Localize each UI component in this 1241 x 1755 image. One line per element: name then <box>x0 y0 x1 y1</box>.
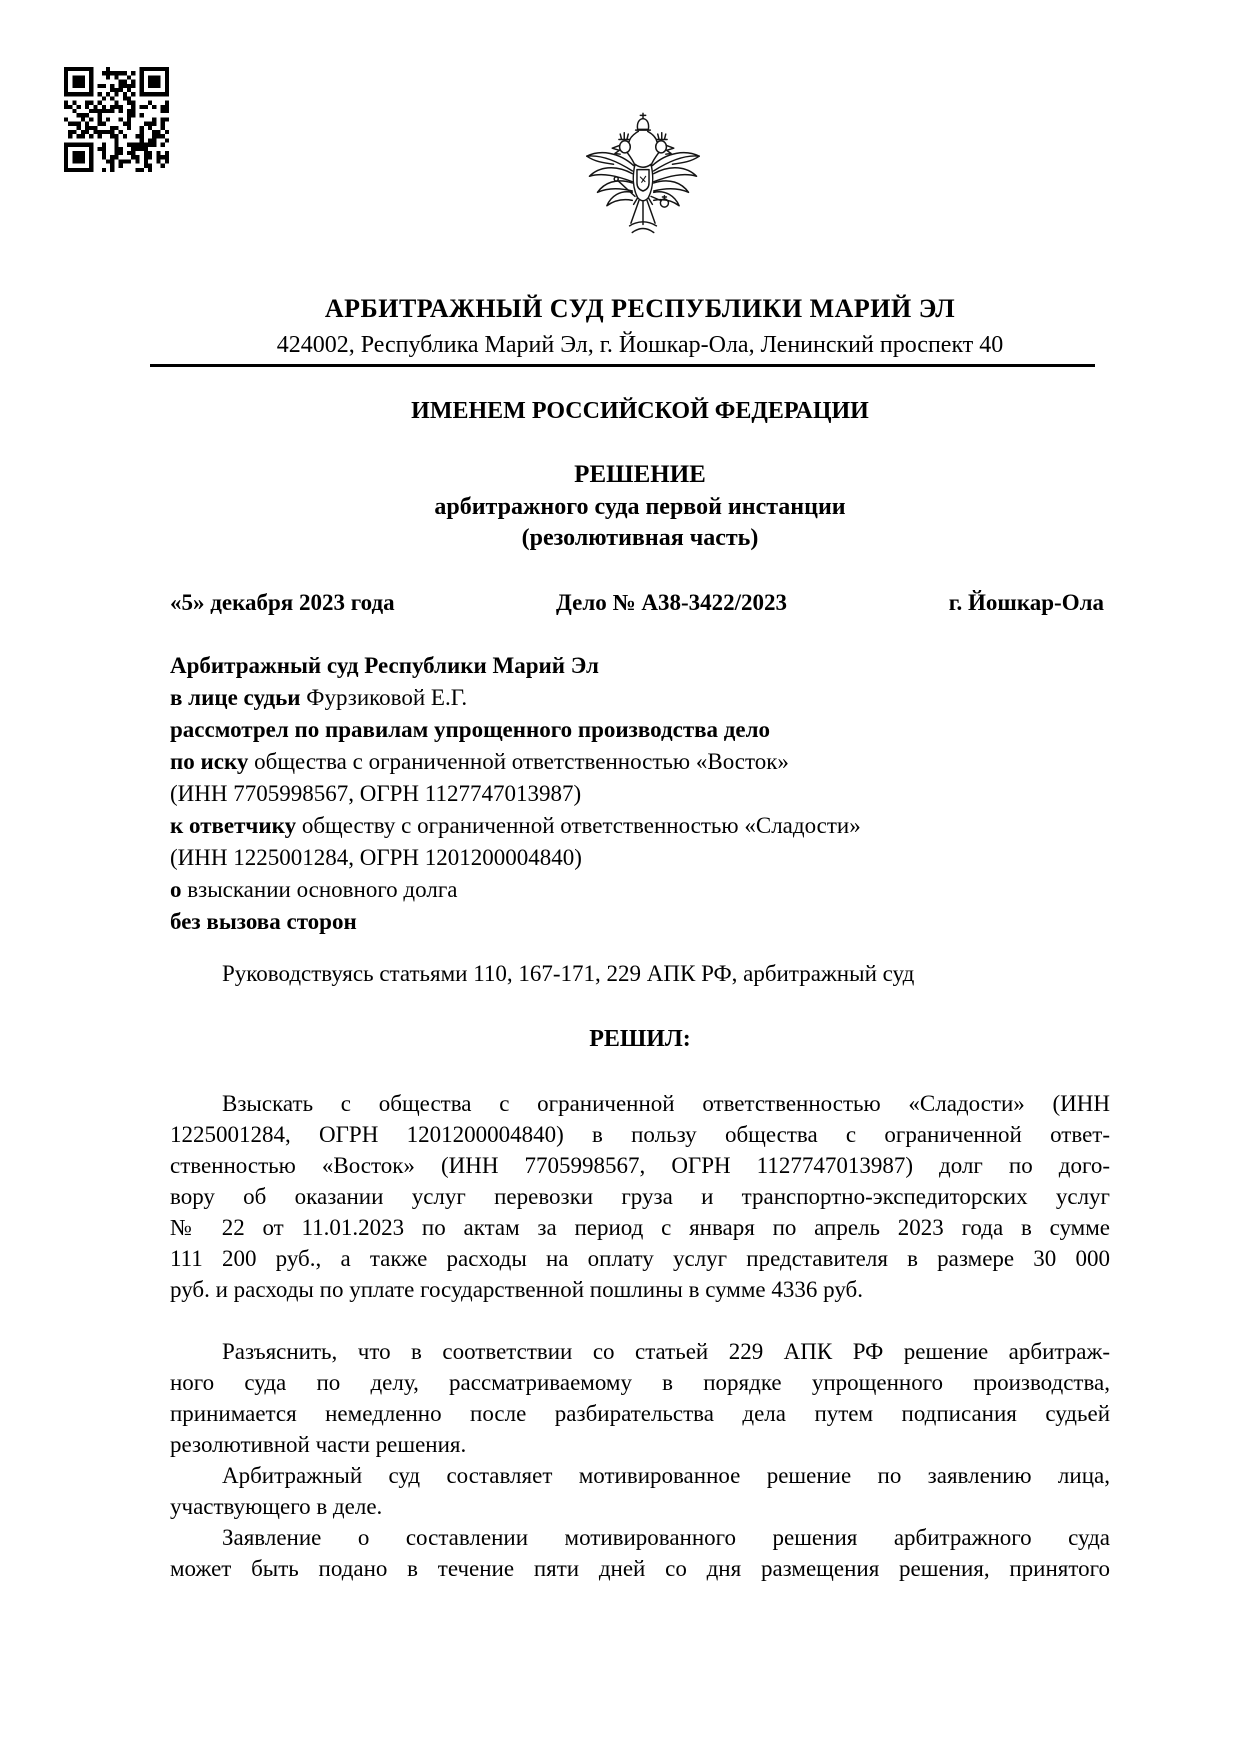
body-line: 1225001284, ОГРН 1201200004840) в пользу общества с ограниченной ответ- <box>170 1122 1110 1147</box>
intro-line: по иску общества с ограниченной ответственностью «Восток» <box>170 749 789 774</box>
court-address: 424002, Республика Марий Эл, г. Йошкар-Ола, Ленинский проспект 40 <box>276 332 1004 358</box>
body-line: руб. и расходы по уплате государственной пошлины в сумме 4336 руб. <box>170 1277 863 1302</box>
heading-in-the-name: ИМЕНЕМ РОССИЙСКОЙ ФЕДЕРАЦИИ <box>411 398 869 424</box>
guided-by-text: Руководствуясь статьями 110, 167-171, 229 АПК РФ, арбитражный суд <box>222 961 915 986</box>
intro-line: (ИНН 1225001284, ОГРН 1201200004840) <box>170 845 582 870</box>
intro-line: (ИНН 7705998567, ОГРН 1127747013987) <box>170 781 582 806</box>
decision-subtitle: арбитражного суда первой инстанции <box>434 494 846 520</box>
decision-note: (резолютивная часть) <box>521 525 759 551</box>
case-city: г. Йошкар-Ола <box>948 590 1104 615</box>
body-line: вору об оказании услуг перевозки груза и транспортно-экспедиторских услуг <box>170 1184 1110 1209</box>
intro-line: рассмотрел по правилам упрощенного производства дело <box>170 717 771 742</box>
intro-line: о взыскании основного долга <box>170 877 458 902</box>
body-line: ственностью «Восток» (ИНН 7705998567, ОГРН 1127747013987) долг по дого- <box>170 1153 1110 1178</box>
coat-of-arms-icon <box>576 112 710 266</box>
body-paragraph <box>170 1336 1110 1460</box>
body-line: резолютивной части решения. <box>170 1432 467 1457</box>
resolution-body <box>170 1088 1110 1584</box>
body-line: Заявление о составлении мотивированного решения арбитражного суда <box>222 1525 1110 1550</box>
body-line: Взыскать с общества с ограниченной ответственностью «Сладости» (ИНН <box>222 1091 1110 1116</box>
decision-date: «5» декабря 2023 года <box>170 590 395 615</box>
body-line: № 22 от 11.01.2023 по актам за период с января по апрель 2023 года в сумме <box>170 1215 1110 1240</box>
resolved-heading: РЕШИЛ: <box>589 1026 691 1052</box>
body-line: ного суда по делу, рассматриваемому в порядке упрощенного производства, <box>170 1370 1110 1395</box>
body-line: принимается немедленно после разбирательства дела путем подписания судьей <box>170 1401 1110 1426</box>
body-line: может быть подано в течение пяти дней со дня размещения решения, принятого <box>170 1556 1110 1581</box>
body-paragraph <box>170 1522 1110 1584</box>
intro-line: Арбитражный суд Республики Марий Эл <box>170 653 599 678</box>
body-paragraph <box>170 1460 1110 1522</box>
body-paragraph <box>170 1088 1110 1305</box>
case-header-line <box>170 590 1110 620</box>
decision-title: РЕШЕНИЕ <box>574 461 706 488</box>
qr-code <box>64 67 169 172</box>
guided-by-paragraph <box>170 961 1110 987</box>
intro-line: к ответчику обществу с ограниченной ответственностью «Сладости» <box>170 813 861 838</box>
intro-line: в лице судьи Фурзиковой Е.Г. <box>170 685 468 710</box>
court-name: АРБИТРАЖНЫЙ СУД РЕСПУБЛИКИ МАРИЙ ЭЛ <box>324 294 956 323</box>
body-line: участвующего в деле. <box>170 1494 383 1519</box>
body-line: 111 200 руб., а также расходы на оплату услуг представителя в размере 30 000 <box>170 1246 1110 1271</box>
case-intro-block <box>170 650 1110 938</box>
body-line: Арбитражный суд составляет мотивированное решение по заявлению лица, <box>222 1463 1110 1488</box>
case-number: Дело № А38-3422/2023 <box>556 590 787 615</box>
header-divider <box>150 364 1095 367</box>
intro-line: без вызова сторон <box>170 909 357 934</box>
body-line: Разъяснить, что в соответствии со статьей 229 АПК РФ решение арбитраж- <box>222 1339 1110 1364</box>
